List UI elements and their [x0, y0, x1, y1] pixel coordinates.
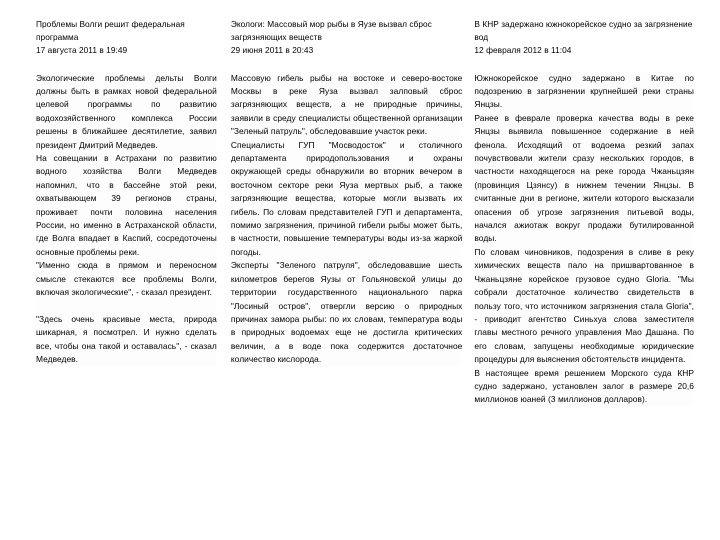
article-column-yauza [231, 18, 475, 530]
article-paragraph: Ранее в феврале проверка качества воды в реке Янцзы выявила повышенное содержание в ней фенола. Исходящий от водоема резкий запах почувствовали жители сразу нескольких городов, в частности находящегося на реке города Чжаньцзян (провинция Цзянсу) в нижнем течении Янцзы. В считанные дни в регионе, жители которого высказали опасения об угрозе загрязнения питьевой воды, начался ажиотаж вокруг продажи бутилированной воды. [474, 112, 694, 244]
article-paragraph: Эксперты "Зеленого патруля", обследовавшие шесть километров берегов Яузы от Гольяновской улицы до территории государственного национального парка "Лосиный остров", отвергли версию о природных причинах замора рыбы: по их словам, температура воды в природных водоемах еще не достигла критических величин, а в воде пока содержится достаточное количество кислорода. [230, 260, 463, 365]
article-header [474, 18, 694, 58]
article-paragraph: На совещании в Астрахани по развитию водного хозяйства Волги Медведев напомнил, что в бассейне этой реки, охватывающем 39 регионов страны, проживает почти половина населения России, но именно в Астраханской области, где Волга впадает в Каспий, сосредоточены основные проблемы реки. [36, 153, 217, 257]
article-timestamp: 29 июня 2011 в 20:43 [230, 45, 314, 56]
article-paragraph: Массовую гибель рыбы на востоке и северо-востоке Москвы в реке Яуза вызвал залповый сброс загрязняющих веществ, а не природные причины, заявили в среду специалисты общественной организации "Зеленый патруль", обследовавшие участок реки. [230, 72, 463, 137]
article-column-volga [36, 18, 231, 530]
article-paragraph: Южнокорейское судно задержано в Китае по подозрению в загрязнении крупнейшей реки страны Янцзы. [474, 72, 694, 110]
article-paragraph: В настоящее время решением Морского суда КНР судно задержано, установлен залог в размере 20,6 миллионов юаней (3 миллионов долларов). [474, 367, 694, 405]
article-headline: В КНР задержано южнокорейское судно за загрязнение вод [474, 19, 693, 43]
article-timestamp: 12 февраля 2012 в 11:04 [474, 45, 572, 56]
article-header [36, 18, 217, 58]
article-column-knr [474, 18, 694, 530]
article-paragraph: "Именно сюда в прямом и переносном смысле стекаются все проблемы Волги, включая экологические", - сказал президент. [36, 260, 217, 298]
article-paragraph: "Здесь очень красивые места, природа шикарная, я посмотрел. И нужно сделать все, чтобы она такой и оставалась", - сказал Медведев. [36, 313, 217, 365]
article-body [36, 72, 217, 367]
article-body [474, 72, 694, 407]
article-headline: Проблемы Волги решит федеральная программа [36, 19, 185, 43]
article-paragraph: По словам чиновников, подозрения в сливе в реку химических веществ пало на пришвартованное в Чжаньцзяне корейское грузовое судно Gloria. "Мы собрали достаточное количество свидетельств в пользу того, что источником загрязнения стала Gloria", - приводит агентство Синьхуа слова заместителя главы местного речного управления Мао Дашана. По его словам, запущены необходимые юридические процедуры для выяснения обстоятельств инцидента. [474, 246, 694, 365]
article-header [231, 18, 463, 58]
article-headline: Экологи: Массовый мор рыбы в Яузе вызвал сброс загрязняющих веществ [230, 19, 432, 43]
article-paragraph: Экологические проблемы дельты Волги должны быть в рамках новой федеральной целевой программы по развитию водохозяйственного комплекса России решены в ближайшее десятилетие, заявил президент Дмитрий Медведев. [36, 72, 217, 150]
article-timestamp: 17 августа 2011 в 19:49 [36, 45, 128, 56]
article-body [231, 72, 463, 367]
article-paragraph: Специалисты ГУП "Мосводосток" и столичного департамента природопользования и охраны окружающей среды обнаружили во вторник вечером в восточном секторе реки Яуза мертвых рыб, а также загрязняющие вещества, которые могли вызвать их гибель. По словам представителей ГУП и департамента, помимо загрязнения, причиной гибели рыбы может быть, в частности, повышение температуры воды из-за жаркой погоды. [230, 139, 463, 257]
